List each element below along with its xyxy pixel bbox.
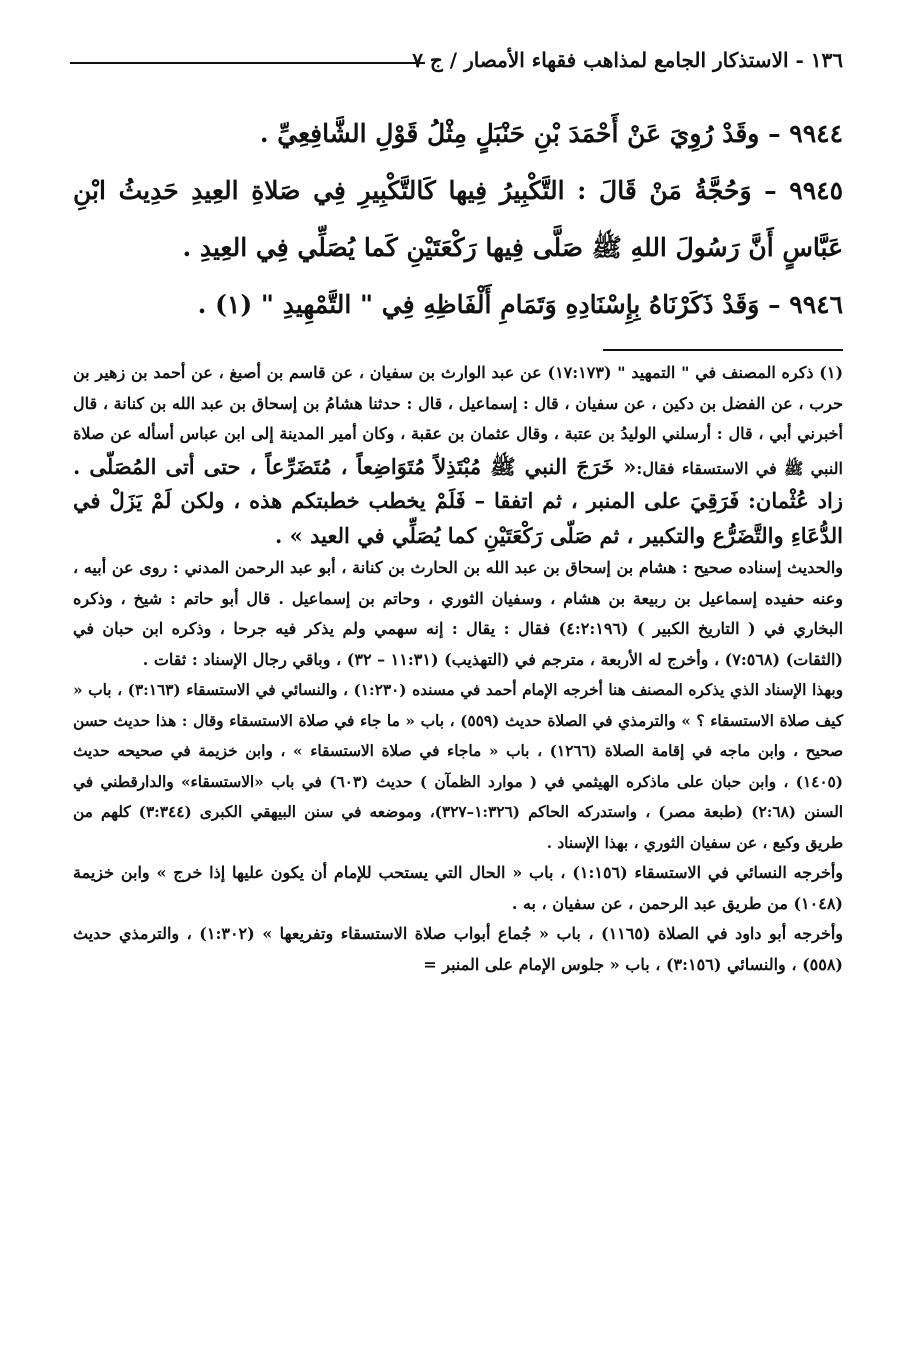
header-rule [70,62,425,64]
footnote-takhrij-1: وبهذا الإسناد الذي يذكره المصنف هنا أخرجه الإمام أحمد في مسنده (١:٢٣٠) ، والنسائي في الاستسقاء (٣:١٦٣) ، باب « كيف صلاة الاستسقاء ؟ » والترمذي في الصلاة حديث (٥٥٩) ، باب « ما جاء في صلاة الاستسقاء وقال : هذا حديث حسن صحيح ، وابن ماجه في إقامة الصلاة (١٢٦٦) ، باب « ماجاء في صلاة الاستسقاء » ، وابن خزيمة في صحيحه حديث (١٤٠٥) ، وابن حبان على ماذكره الهيثمي في ( موارد الظمآن ) حديث (٦٠٣) في باب «الاستسقاء» والدارقطني في السنن (٢:٦٨) (طبعة مصر) ، واستدركه الحاكم (١:٣٢٦–٣٢٧)، وموضعه في سنن البيهقي الكبرى (٣:٣٤٤) كلهم من طريق وكيع ، عن سفيان الثوري ، بهذا الإسناد . [73,681,844,852]
footnote-takhrij-2: وأخرجه النسائي في الاستسقاء (١:١٥٦) ، باب « الحال التي يستحب للإمام أن يكون عليها إذا خرج » وابن خزيمة (١٠٤٨) من طريق عبد الرحمن ، عن سفيان ، به . [73,863,844,913]
paragraph-9946: ٩٩٤٦ – وَقَدْ ذَكَرْنَاهُ بِإِسْنَادِهِ وَتَمَامِ أَلْفَاظِهِ فِي " التَّمْهِيدِ " (١) . [197,290,843,319]
footnote-takhrij-3: وأخرجه أبو داود في الصلاة (١١٦٥) ، باب « جُماع أبواب صلاة الاستسقاء وتفريعها » (١:٣٠٢) ، والترمذي حديث (٥٥٨) ، والنسائي (٣:١٥٦) ، باب « جلوس الإمام على المنبر = [73,924,844,974]
footnote-1-hadith-quote: « خَرَجَ النبي ﷺ مُبْتَذِلاً مُتَوَاضِعاً ، مُتَضَرِّعاً ، حتى أتى المُصَلّى . زاد عُثْمان: فَرَقِيَ على المنبر ، ثم اتفقا – فَلَمْ يخطب خطبتكم هذه ، ولكن لَمْ يَزَلْ في الدُّعَاءِ والتَّضَرُّع والتكبير ، ثم صَلّى رَكْعَتَيْنِ كما يُصَلِّي في العيد » . [73,453,843,548]
footnotes [73,358,843,980]
paragraph-9944: ٩٩٤٤ – وقَدْ رُوِيَ عَنْ أَحْمَدَ بْنِ حَنْبَلٍ مِثْلُ قَوْلِ الشَّافِعِيِّ . [259,119,843,148]
footnote-1-intro: (١) ذكره المصنف في " التمهيد " (١٧:١٧٣) عن عبد الوارث بن سفيان ، عن قاسم بن أصبغ ، عن أحمد بن زهير بن حرب ، عن الفضل بن دكين ، عن سفيان ، قال : إسماعيل ، قال : حدثنا هشامُ بن إسحاق بن عبد الله بن كنانة ، قال أخبرني أبي ، قال : أرسلني الوليدُ بن عتبة ، وقال عثمان بن عقبة ، وكان أمير المدينة إلى ابن عباس أسأله عن صلاة النبي ﷺ في الاستسقاء فقال: [73,363,844,478]
footnote-1 [73,358,843,553]
header-title: ١٣٦ - الاستذكار الجامع لمذاهب فقهاء الأمصار / ج ٧ [412,48,843,72]
footnote-isnad: والحديث إسناده صحيح : هشام بن إسحاق بن عبد الله بن الحارث بن كنانة ، أبو عبد الرحمن المدني : روى عن أبيه ، وعنه حفيده إسماعيل بن ربيعة بن هشام ، وسفيان الثوري ، وحاتم بن إسماعيل . قال أبو حاتم : شيخ ، وذكره البخاري في ( التاريخ الكبير ) (٤:٢:١٩٦) فقال : يقال : إنه سهمي ولم يذكر فيه جرحا ، وذكره ابن حبان في (الثقات) (٧:٥٦٨) ، وأخرج له الأربعة ، مترجم في (التهذيب) (١١:٣١ – ٣٢) ، وباقي رجال الإسناد : ثقات . [73,558,844,669]
paragraph-9945: ٩٩٤٥ – وَحُجَّةُ مَنْ قَالَ : التَّكْبِيرُ فِيها كَالتَّكْبِيرِ فِي صَلاةِ العِيدِ حَدِيثُ ابْنِ عَبَّاسٍ أَنَّ رَسُولَ اللهِ ﷺ صَلَّى فِيها رَكْعَتَيْنِ كَما يُصَلِّي فِي العِيدِ . [73,176,844,262]
footnote-separator [603,349,843,351]
main-text [73,105,843,333]
running-header [70,42,843,82]
